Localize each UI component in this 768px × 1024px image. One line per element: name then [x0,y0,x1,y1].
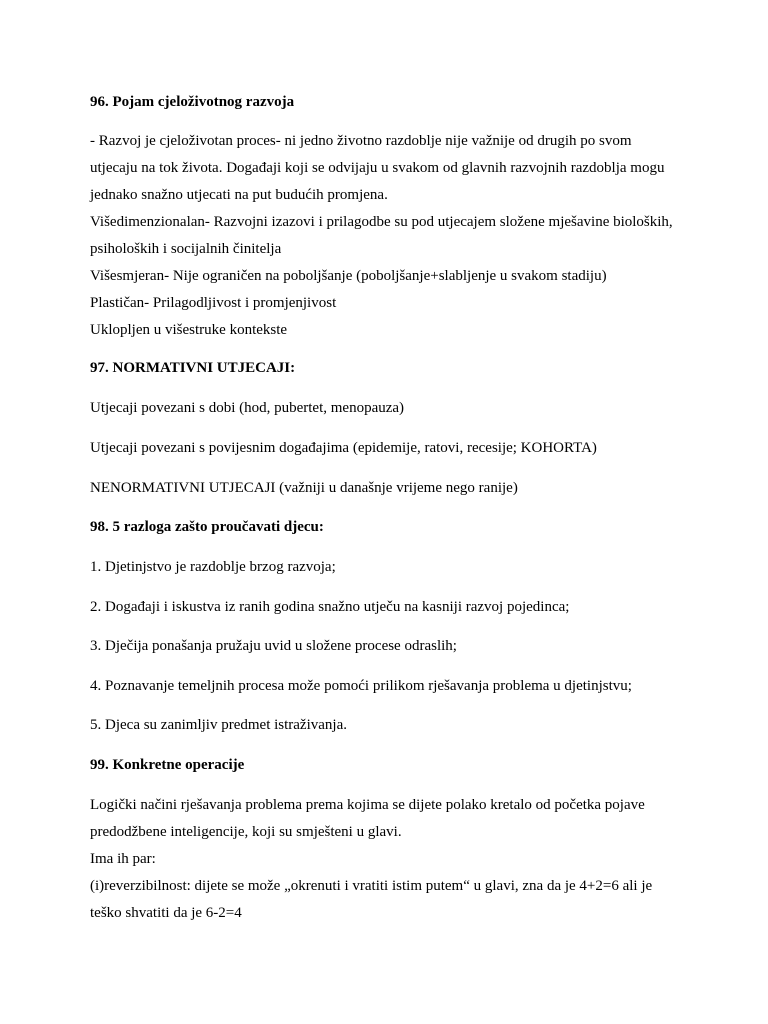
list-item: 5. Djeca su zanimljiv predmet istraživanja. [90,717,347,733]
list-item: 4. Poznavanje temeljnih procesa može pomoći prilikom rješavanja problema u djetinjstvu; [90,678,632,694]
section-96-heading: 96. Pojam cjeloživotnog razvoja [90,94,295,110]
section-97-paragraph: Utjecaji povezani s dobi (hod, pubertet, menopauza) [90,400,405,416]
section-99-text-line: predodžbene inteligencije, koji su smješteni u glavi. [90,824,402,840]
section-96-text-line: jednako snažno utjecati na put budućih promjena. [90,187,388,203]
section-98-heading: 98. 5 razloga zašto proučavati djecu: [90,519,324,535]
section-99-text-line: Logički načini rješavanja problema prema kojima se dijete polako kretalo od početka pojave [90,797,645,813]
section-99-text-line: (i)reverzibilnost: dijete se može „okrenuti i vratiti istim putem“ u glavi, zna da je 4+2=6 ali je [90,878,653,894]
section-96-text-line: Višedimenzionalan- Razvojni izazovi i prilagodbe su pod utjecajem složene mješavine bioloških, [90,214,673,230]
section-96-text-line: psiholoških i socijalnih činitelja [90,241,282,257]
list-item: 3. Dječija ponašanja pružaju uvid u složene procese odraslih; [90,638,457,654]
section-99-heading: 99. Konkretne operacije [90,757,245,773]
section-96-text-line: - Razvoj je cjeloživotan proces- ni jedno životno razdoblje nije važnije od drugih po svom [90,133,632,149]
section-96-text-line: Uklopljen u višestruke kontekste [90,322,288,338]
section-96-text-line: utjecaju na tok života. Događaji koji se odvijaju u svakom od glavnih razvojnih razdoblja mogu [90,160,665,176]
section-96-text-line: Plastičan- Prilagodljivost i promjenjivost [90,295,337,311]
section-96-text-line: Višesmjeran- Nije ograničen na poboljšanje (poboljšanje+slabljenje u svakom stadiju) [90,268,607,284]
section-97-paragraph: NENORMATIVNI UTJECAJI (važniji u današnje vrijeme nego ranije) [90,480,518,496]
section-97-heading: 97. NORMATIVNI UTJECAJI: [90,360,296,376]
list-item: 2. Događaji i iskustva iz ranih godina snažno utječu na kasniji razvoj pojedinca; [90,599,570,615]
section-99-text-line: Ima ih par: [90,851,156,867]
list-item: 1. Djetinjstvo je razdoblje brzog razvoja; [90,559,336,575]
section-97-paragraph: Utjecaji povezani s povijesnim događajima (epidemije, ratovi, recesije; KOHORTA) [90,440,597,456]
section-99-text-line: teško shvatiti da je 6-2=4 [90,905,242,921]
